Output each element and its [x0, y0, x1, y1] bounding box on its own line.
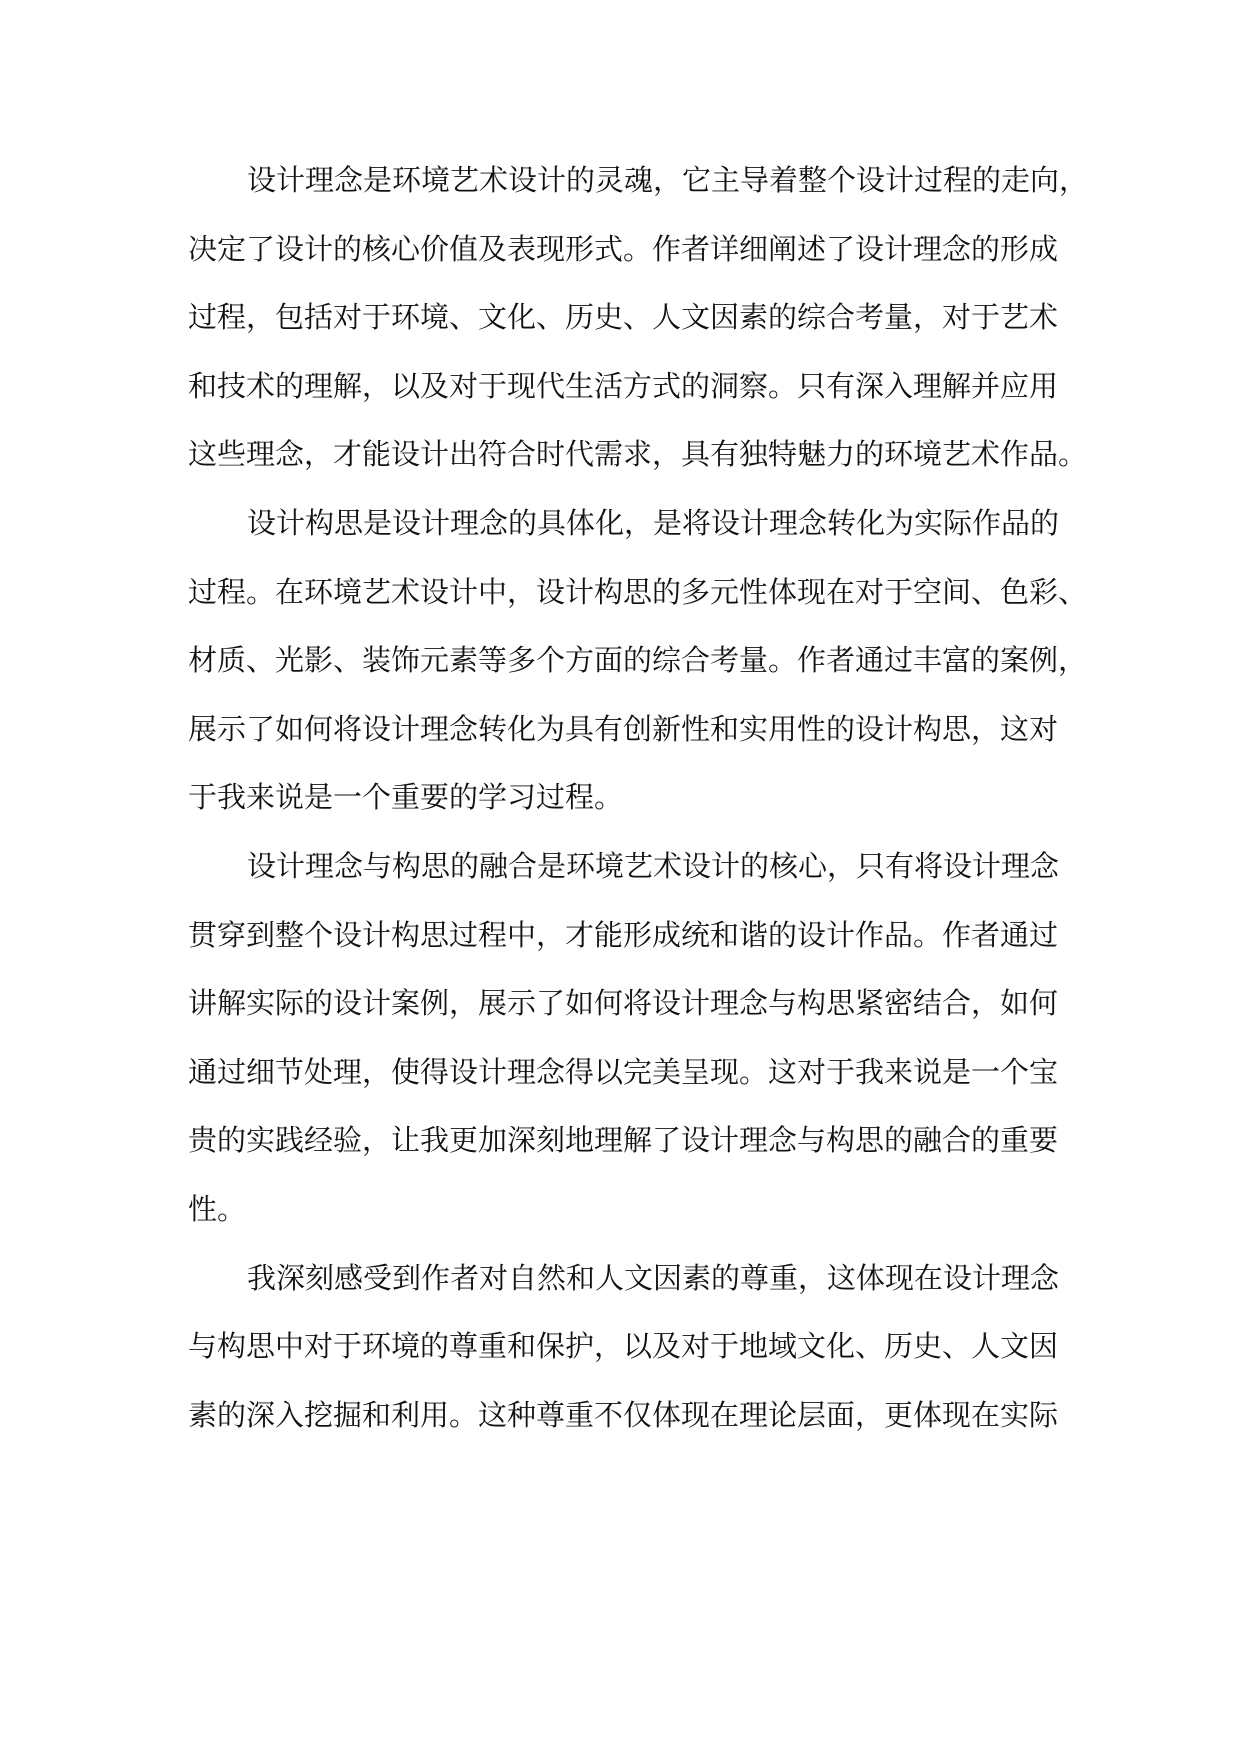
text-line: 贵的实践经验，让我更加深刻地理解了设计理念与构思的融合的重要: [188, 1123, 1059, 1158]
text-line: 素的深入挖掘和利用。这种尊重不仅体现在理论层面，更体现在实际: [188, 1397, 1059, 1432]
text-line: 和技术的理解，以及对于现代生活方式的洞察。只有深入理解并应用: [188, 368, 1059, 403]
text-line: 设计理念与构思的融合是环境艺术设计的核心，只有将设计理念: [247, 848, 1060, 883]
text-line: 展示了如何将设计理念转化为具有创新性和实用性的设计构思，这对: [188, 711, 1059, 746]
paragraph-design-philosophy: [188, 146, 1089, 489]
paragraph-respect: [188, 1244, 1068, 1450]
text-line: 设计构思是设计理念的具体化，是将设计理念转化为实际作品的: [247, 505, 1060, 540]
paragraph-fusion: [188, 832, 1068, 1244]
text-line: 过程。在环境艺术设计中，设计构思的多元性体现在对于空间、色彩、: [188, 574, 1088, 609]
text-line: 这些理念，才能设计出符合时代需求，具有独特魅力的环境艺术作品。: [188, 437, 1088, 472]
document-body: [188, 146, 1089, 1449]
text-line: 讲解实际的设计案例，展示了如何将设计理念与构思紧密结合，如何: [188, 986, 1059, 1021]
paragraph-design-concept: [188, 489, 1088, 832]
text-line: 与构思中对于环境的尊重和保护，以及对于地域文化、历史、人文因: [188, 1329, 1059, 1364]
text-line: 通过细节处理，使得设计理念得以完美呈现。这对于我来说是一个宝: [188, 1054, 1059, 1089]
text-line: 贯穿到整个设计构思过程中，才能形成统和谐的设计作品。作者通过: [188, 917, 1059, 952]
text-line: 设计理念是环境艺术设计的灵魂，它主导着整个设计过程的走向，: [247, 163, 1089, 197]
text-line: 决定了设计的核心价值及表现形式。作者详细阐述了设计理念的形成: [188, 231, 1059, 266]
text-line: 过程，包括对于环境、文化、历史、人文因素的综合考量，对于艺术: [188, 300, 1059, 335]
text-line: 性。: [188, 1191, 247, 1226]
text-line: 材质、光影、装饰元素等多个方面的综合考量。作者通过丰富的案例，: [188, 643, 1088, 678]
text-line: 我深刻感受到作者对自然和人文因素的尊重，这体现在设计理念: [247, 1260, 1060, 1295]
text-line: 于我来说是一个重要的学习过程。: [188, 780, 624, 815]
